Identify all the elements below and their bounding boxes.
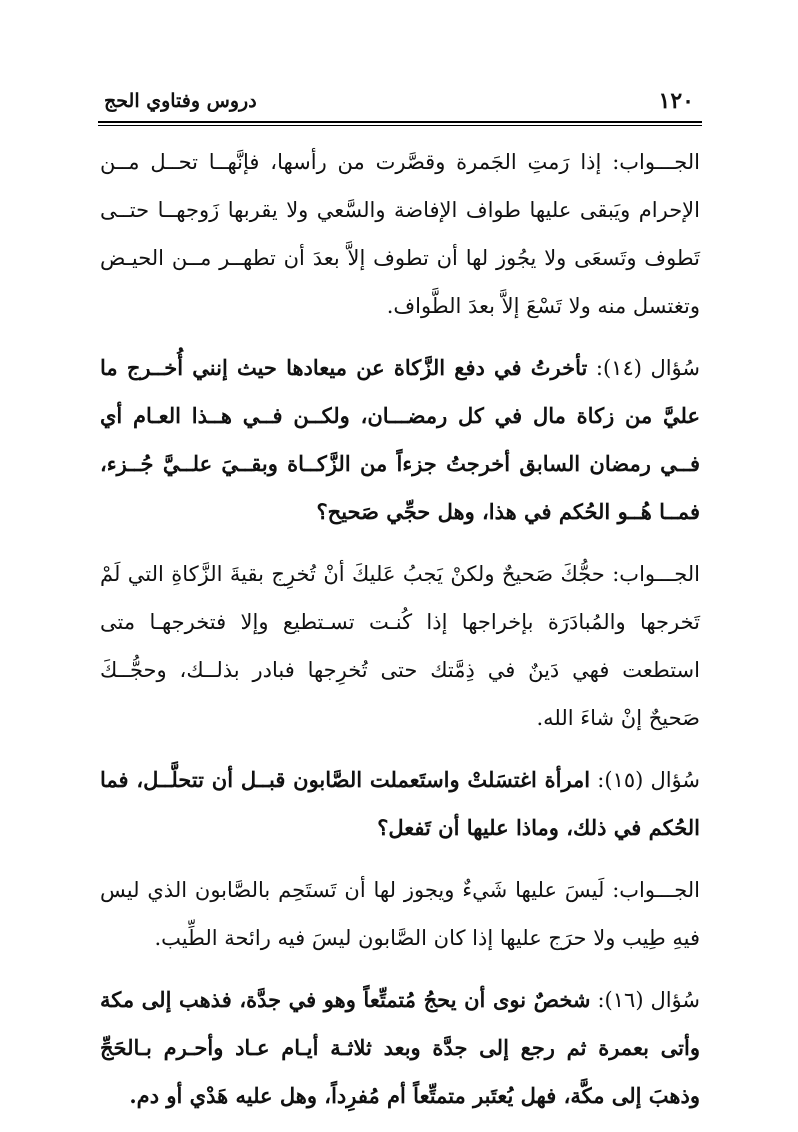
question-text: امرأة اغتسَلتْ واستَعملت الصَّابون قبــل أن تتحلَّــل، فما الحُكم في ذلك، وماذا عليها أن تَفعل؟ [100,767,700,840]
answer-text: إذا رَمتِ الجَمرة وقصَّرت من رأسها، فإنَّهــا تحــل مــن الإحرام ويَبقى عليها طواف الإفاضة والسَّعي ولا يقربها زَوجهــا حتــى تَطوف وتَسعَى ولا يجُوز لها أن تطوف إلاَّ بعدَ أن تطهــر مــن الحيـض وتغتسل منه ولا تَسْعَ إلاَّ بعدَ الطَّواف. [100,150,700,318]
header-rule [98,121,702,126]
answer-paragraph [100,138,700,330]
answer-text: لَيسَ عليها شَيءٌ ويجوز لها أن تَستَحِم بالصَّابون الذي ليس فيهِ طِيب ولا حرَج عليها إذا كان الصَّابون ليسَ فيه رائحة الطِّيب. [100,878,700,950]
question-paragraph [100,344,700,536]
paragraph-gap [100,742,700,756]
question-text: شخصٌ نوى أن يحجُ مُتمتِّعاً وهو في جدَّة، فذهب إلى مكة وأتى بعمرة ثم رجع إلى جدَّة وبعد ثلاثـة أيـام عـاد وأحـرم بـالحَجِّ وذهبَ إلى مكَّة، فهل يُعتَبر متمتِّعاً أم مُفرِداً، وهل عليه هَدْي أو دم. [100,987,700,1108]
running-title: دروس وفتاوي الحج [104,90,257,112]
question-label: سُؤال (١٥): [597,768,701,792]
page-header [102,88,700,118]
answer-label: الجـــواب: [612,150,700,174]
question-text: تأخرتُ في دفع الزَّكاة عن ميعادها حيث إنني أُخــرج ما عليَّ من زكاة مال في كل رمضـــان، ولكــن فــي هــذا العـام أي فــي رمضان السابق أخرجتُ جزءاً من الزَّكــاة وبقــيَ علــيَّ جُــزء، فمــا هُــو الحُكم في هذا، وهل حجِّي صَحيح؟ [100,355,700,524]
paragraph-gap [100,330,700,344]
question-label: سُؤال (١٦): [597,988,700,1012]
answer-text: حجُّكَ صَحيحٌ ولكنْ يَجبُ عَليكَ أنْ تُخرِج بقيةَ الزَّكاةِ التي لَمْ تَخرجها والمُبادَرَة بإخراجها إذا كُنـت تسـتطيع وإلا فتخرجهـا متى استطعت فهي دَينٌ في ذِمَّتك حتى تُخرِجها فبادر بذلــك، وحجُّــكَ صَحيحٌ إنْ شاءَ الله. [100,562,700,730]
answer-label: الجـــواب: [612,878,700,902]
paragraph-gap [100,962,700,976]
page-body [100,138,700,1120]
question-label: سُؤال (١٤): [595,356,701,380]
question-paragraph [100,976,700,1120]
answer-label: الجـــواب: [612,562,700,586]
page-number: ١٢٠ [658,88,694,114]
answer-paragraph [100,866,700,962]
paragraph-gap [100,852,700,866]
answer-paragraph [100,550,700,742]
paragraph-gap [100,536,700,550]
question-paragraph [100,756,700,852]
